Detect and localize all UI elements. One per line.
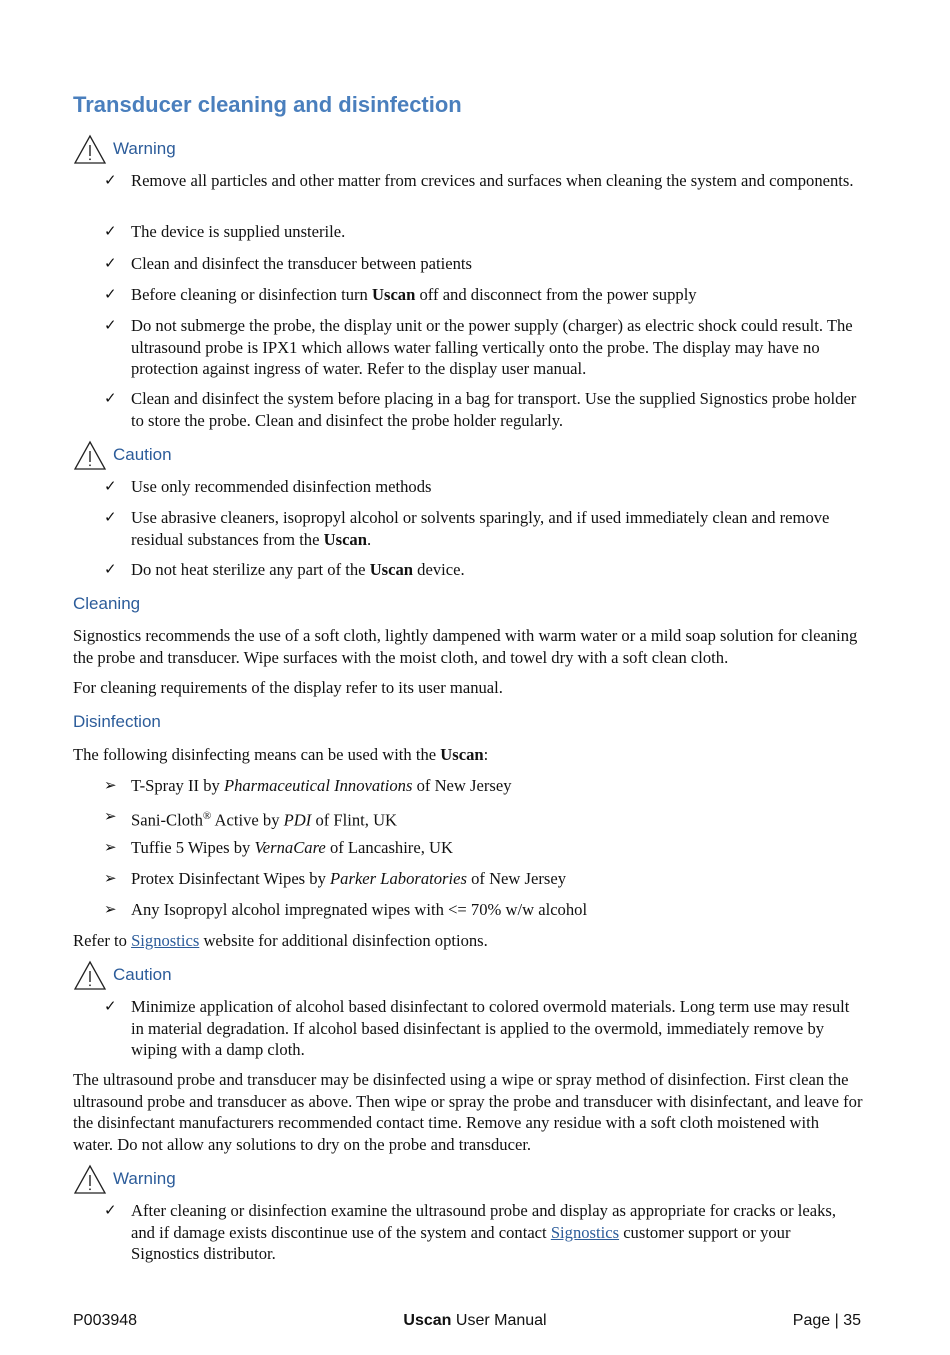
page-title: Transducer cleaning and disinfection (73, 92, 462, 117)
caution-item: Do not heat sterilize any part of the Uscan device. (131, 560, 465, 579)
warning-item: Before cleaning or disinfection turn Uscan off and disconnect from the power supply (131, 285, 697, 304)
cleaning-paragraph: Signostics recommends the use of a soft cloth, lightly dampened with warm water or a mild soap solution for cleaning the probe and transducer. Wipe surfaces with the moist cloth, and towel dry with a soft clean cloth. (73, 626, 858, 667)
caution-triangle-icon (73, 440, 107, 471)
caution-triangle-icon (73, 960, 107, 991)
disinfectant-list-item: Protex Disinfectant Wipes by Parker Laboratories of New Jersey (131, 869, 567, 888)
warning-item: Clean and disinfect the transducer between patients (131, 254, 472, 273)
footer-manual-title: Uscan User Manual (403, 1312, 547, 1329)
caution-item: Use abrasive cleaners, isopropyl alcohol or solvents sparingly, and if used immediately clean and remove residual substances from the Uscan. (131, 508, 830, 549)
arrow-bullet-icon: ➢ (104, 838, 117, 856)
warning-triangle-icon (73, 1164, 107, 1195)
warning-callout (73, 133, 176, 165)
disinfection-method-paragraph: The ultrasound probe and transducer may be disinfected using a wipe or spray method of disinfection. First clean the ultrasound probe and transducer as above. Then wipe or spray the probe and transducer with disinfectant, and leave for the disinfectant manufacturers recommended contact time. Remove any residue with a soft cloth moistened with water. Do not allow any solutions to dry on the probe and transducer. (73, 1070, 863, 1154)
caution-callout (73, 959, 172, 991)
check-icon: ✓ (104, 254, 117, 272)
signostics-link[interactable]: Signostics (131, 931, 200, 950)
disinfection-heading: Disinfection (73, 712, 161, 731)
check-icon: ✓ (104, 560, 117, 578)
warning-item: The device is supplied unsterile. (131, 222, 346, 241)
warning-item: Clean and disinfect the system before placing in a bag for transport. Use the supplied Signostics probe holder to store the probe. Clean and disinfect the probe holder regularly. (131, 389, 857, 430)
warning-item: Remove all particles and other matter from crevices and surfaces when cleaning the system and components. (131, 171, 854, 190)
cleaning-heading: Cleaning (73, 594, 141, 613)
check-icon: ✓ (104, 477, 117, 495)
check-icon: ✓ (104, 285, 117, 303)
disinfection-intro: The following disinfecting means can be used with the Uscan: (73, 745, 489, 764)
check-icon: ✓ (104, 508, 117, 526)
check-icon: ✓ (104, 997, 117, 1015)
disinfectant-list-item: Any Isopropyl alcohol impregnated wipes with <= 70% w/w alcohol (131, 900, 588, 919)
caution-item: Use only recommended disinfection methods (131, 477, 432, 496)
warning-callout (73, 1163, 176, 1195)
check-icon: ✓ (104, 222, 117, 240)
arrow-bullet-icon: ➢ (104, 900, 117, 918)
signostics-link[interactable]: Signostics (550, 1222, 620, 1242)
caution-label: Caution (113, 445, 172, 464)
arrow-bullet-icon: ➢ (104, 807, 117, 825)
arrow-bullet-icon: ➢ (104, 776, 117, 794)
check-icon: ✓ (104, 316, 117, 334)
disinfectant-list-item: Tuffie 5 Wipes by VernaCare of Lancashire, UK (131, 838, 453, 857)
warning-label: Warning (113, 1169, 176, 1188)
cleaning-display-paragraph: For cleaning requirements of the display refer to its user manual. (73, 678, 503, 697)
caution-callout (73, 439, 172, 471)
check-icon: ✓ (104, 171, 117, 189)
caution-label: Caution (113, 965, 172, 984)
warning-item: Do not submerge the probe, the display unit or the power supply (charger) as electric shock could result. The ultrasound probe is IPX1 which allows water falling vertically onto the probe. The display may have no protection against ingress of water. Refer to the display user manual. (131, 316, 853, 378)
refer-paragraph: Refer to Signostics website for additional disinfection options. (73, 931, 488, 950)
footer-doc-number: P003948 (73, 1312, 138, 1329)
footer-page-number: Page | 35 (792, 1312, 861, 1329)
check-icon: ✓ (104, 389, 117, 407)
disinfectant-list-item: Sani-Cloth® Active by PDI of Flint, UK (131, 810, 398, 830)
warning-triangle-icon (73, 134, 107, 165)
warning-item: After cleaning or disinfection examine the ultrasound probe and display as appropriate for cracks or leaks, and if damage exists discontinue use of the system and contact Signostics customer support or your Signostics distributor. (131, 1201, 836, 1263)
warning-label: Warning (113, 139, 176, 158)
check-icon: ✓ (104, 1201, 117, 1219)
disinfectant-list-item: T-Spray II by Pharmaceutical Innovations of New Jersey (131, 776, 512, 795)
caution-item: Minimize application of alcohol based disinfectant to colored overmold materials. Long term use may result in material degradation. If alcohol based disinfectant is applied to the overmold, immediately remove by wiping with a damp cloth. (131, 997, 850, 1059)
arrow-bullet-icon: ➢ (104, 869, 117, 887)
